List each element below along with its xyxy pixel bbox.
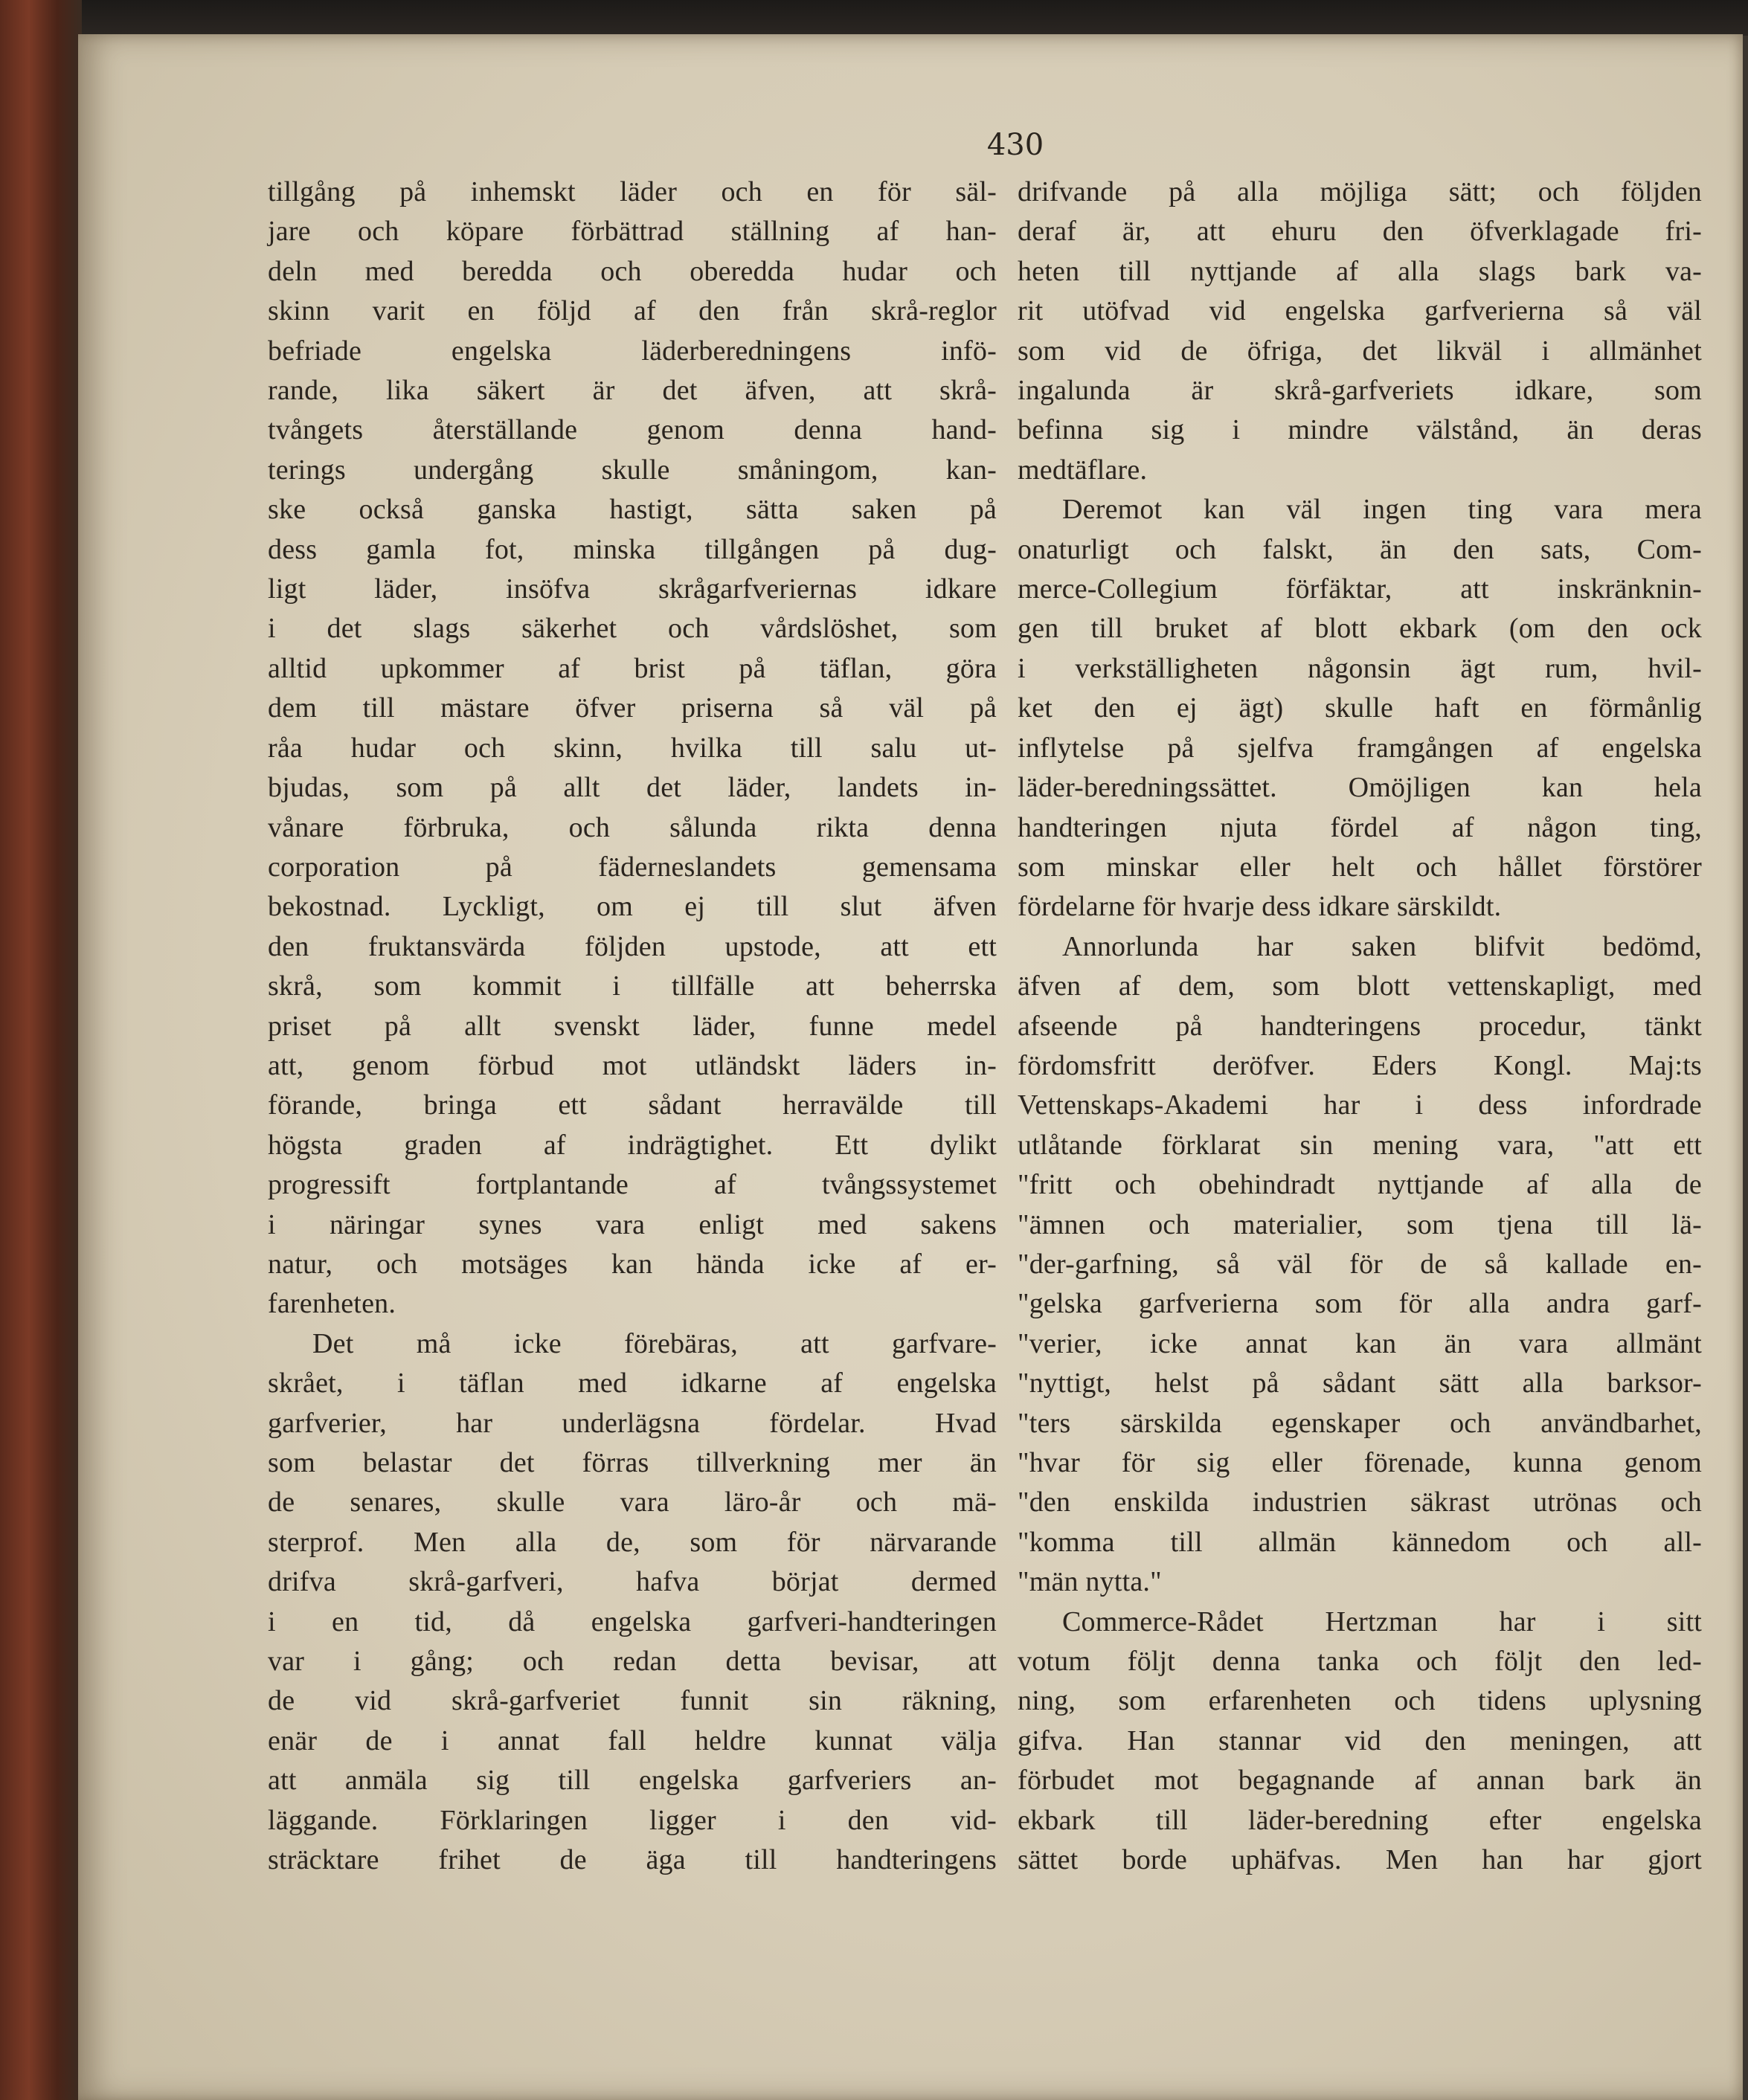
text-line: "män nytta." <box>1018 1566 1162 1598</box>
text-line: de senares, skulle vara läro-år och mä- <box>268 1487 997 1518</box>
text-line: enär de i annat fall heldre kunnat välja <box>268 1724 997 1756</box>
text-line: votum följt denna tanka och följt den led- <box>1018 1646 1702 1678</box>
text-line: terings undergång skulle småningom, kan- <box>268 454 997 486</box>
text-line: Deremot kan väl ingen ting vara mera <box>1062 494 1702 526</box>
text-line: "der-garfning, så väl för de så kallade en- <box>1018 1248 1702 1280</box>
text-line: ekbark till läder-beredning efter engelska <box>1018 1804 1702 1836</box>
text-line: befriade engelska läderberedningens infö- <box>268 335 997 367</box>
text-line: corporation på fäderneslandets gemensama <box>268 851 997 883</box>
text-line: vånare förbruka, och sålunda rikta denna <box>268 811 997 843</box>
text-line: drifva skrå-garfveri, hafva börjat dermed <box>268 1566 997 1598</box>
text-line: i det slags säkerhet och vårdslöshet, som <box>268 613 997 645</box>
text-line: ingalunda är skrå-garfveriets idkare, som <box>1018 375 1702 407</box>
text-line: "nyttigt, helst på sådant sätt alla barksor- <box>1018 1368 1702 1400</box>
text-column-left <box>268 173 997 1880</box>
text-line: i verkställigheten någonsin ägt rum, hvil- <box>1018 652 1702 684</box>
text-line: som belastar det förras tillverkning mer än <box>268 1447 997 1478</box>
text-line: var i gång; och redan detta bevisar, att <box>268 1646 997 1678</box>
text-line: priset på allt svenskt läder, funne medel <box>268 1010 997 1042</box>
text-line: "gelska garfverierna som för alla andra garf- <box>1018 1288 1702 1320</box>
text-line: merce-Collegium förfäktar, att inskränknin- <box>1018 573 1702 605</box>
text-line: inflytelse på sjelfva framgången af engelska <box>1018 732 1702 764</box>
text-line: "verier, icke annat kan än vara allmänt <box>1018 1327 1702 1359</box>
text-line: heten till nyttjande af alla slags bark va- <box>1018 255 1702 287</box>
scan-top-edge <box>0 0 1748 36</box>
text-column-right <box>1018 173 1702 1880</box>
text-line: gifva. Han stannar vid den meningen, att <box>1018 1724 1702 1756</box>
text-line: ske också ganska hastigt, sätta saken på <box>268 494 997 526</box>
text-line: onaturligt och falskt, än den sats, Com- <box>1018 533 1702 565</box>
text-line: förande, bringa ett sådant herravälde till <box>268 1089 997 1121</box>
text-line: afseende på handteringens procedur, tänkt <box>1018 1010 1702 1042</box>
text-line: "ters särskilda egenskaper och användbarhet, <box>1018 1407 1702 1439</box>
text-line: farenheten. <box>268 1288 396 1320</box>
text-line: garfverier, har underlägsna fördelar. Hvad <box>268 1407 997 1439</box>
text-line: tillgång på inhemskt läder och en för säl- <box>268 176 997 207</box>
text-line: drifvande på alla möjliga sätt; och följden <box>1018 176 1702 207</box>
text-line: Annorlunda har saken blifvit bedömd, <box>1062 930 1702 962</box>
text-line: läder-beredningssättet. Omöjligen kan hela <box>1018 772 1702 804</box>
text-line: som minskar eller helt och hållet förstörer <box>1018 851 1702 883</box>
text-line: "komma till allmän kännedom och all- <box>1018 1526 1702 1558</box>
text-line: handteringen njuta fördel af någon ting, <box>1018 811 1702 843</box>
text-line: sträcktare frihet de äga till handteringens <box>268 1844 997 1876</box>
text-line: läggande. Förklaringen ligger i den vid- <box>268 1804 997 1836</box>
text-line: den fruktansvärda följden upstode, att ett <box>268 930 997 962</box>
text-line: befinna sig i mindre välstånd, än deras <box>1018 414 1702 446</box>
page-number: 430 <box>986 128 1044 162</box>
text-line: högsta graden af indrägtighet. Ett dylikt <box>268 1129 997 1161</box>
text-line: förbudet mot begagnande af annan bark än <box>1018 1765 1702 1797</box>
text-line: fördelarne för hvarje dess idkare särskildt. <box>1018 891 1502 923</box>
text-line: dem till mästare öfver priserna så väl på <box>268 692 997 724</box>
text-line: Commerce-Rådet Hertzman har i sitt <box>1062 1605 1702 1637</box>
text-line: dess gamla fot, minska tillgången på dug- <box>268 533 997 565</box>
text-line: progressift fortplantande af tvångssystemet <box>268 1169 997 1201</box>
text-line: gen till bruket af blott ekbark (om den ock <box>1018 613 1702 645</box>
text-line: tvångets återställande genom denna hand- <box>268 414 997 446</box>
text-line: Det må icke förebäras, att garfvare- <box>312 1327 997 1359</box>
text-line: ligt läder, insöfva skrågarfveriernas idkare <box>268 573 997 605</box>
text-line: att anmäla sig till engelska garfveriers an- <box>268 1765 997 1797</box>
text-line: skrå, som kommit i tillfälle att beherrska <box>268 970 997 1002</box>
text-line: fördomsfritt deröfver. Eders Kongl. Maj:ts <box>1018 1049 1702 1081</box>
text-line: natur, och motsäges kan hända icke af er- <box>268 1248 997 1280</box>
text-line: alltid upkommer af brist på täflan, göra <box>268 652 997 684</box>
text-line: skrået, i täflan med idkarne af engelska <box>268 1368 997 1400</box>
text-line: "den enskilda industrien säkrast utrönas och <box>1018 1487 1702 1518</box>
text-line: skinn varit en följd af den från skrå-reglor <box>268 295 997 327</box>
text-line: medtäflare. <box>1018 454 1148 486</box>
text-line: de vid skrå-garfveriet funnit sin räkning, <box>268 1685 997 1717</box>
text-line: äfven af dem, som blott vettenskapligt, med <box>1018 970 1702 1002</box>
text-line: rande, lika säkert är det äfven, att skrå- <box>268 375 997 407</box>
book-binding-edge <box>0 0 82 2100</box>
text-line: Vettenskaps-Akademi har i dess infordrade <box>1018 1089 1702 1121</box>
text-line: "hvar för sig eller förenade, kunna genom <box>1018 1447 1702 1478</box>
text-line: deln med beredda och oberedda hudar och <box>268 255 997 287</box>
text-line: som vid de öfriga, det likväl i allmänhet <box>1018 335 1702 367</box>
text-line: jare och köpare förbättrad ställning af han- <box>268 216 997 248</box>
text-line: i näringar synes vara enligt med sakens <box>268 1208 997 1240</box>
text-line: "ämnen och materialier, som tjena till lä- <box>1018 1208 1702 1240</box>
text-line: ket den ej ägt) skulle haft en förmånlig <box>1018 692 1702 724</box>
text-line: bekostnad. Lyckligt, om ej till slut äfven <box>268 891 997 923</box>
text-line: råa hudar och skinn, hvilka till salu ut- <box>268 732 997 764</box>
text-line: ning, som erfarenheten och tidens uplysning <box>1018 1685 1702 1717</box>
text-line: i en tid, då engelska garfveri-handteringen <box>268 1605 997 1637</box>
text-line: att, genom förbud mot utländskt läders in- <box>268 1049 997 1081</box>
text-line: "fritt och obehindradt nyttjande af alla de <box>1018 1169 1702 1201</box>
text-line: bjudas, som på allt det läder, landets in- <box>268 772 997 804</box>
text-line: utlåtande förklarat sin mening vara, "att ett <box>1018 1129 1702 1161</box>
text-line: rit utöfvad vid engelska garfverierna så väl <box>1018 295 1702 327</box>
text-line: deraf är, att ehuru den öfverklagade fri- <box>1018 216 1702 248</box>
text-line: sterprof. Men alla de, som för närvarande <box>268 1526 997 1558</box>
text-line: sättet borde uphäfvas. Men han har gjort <box>1018 1844 1702 1876</box>
